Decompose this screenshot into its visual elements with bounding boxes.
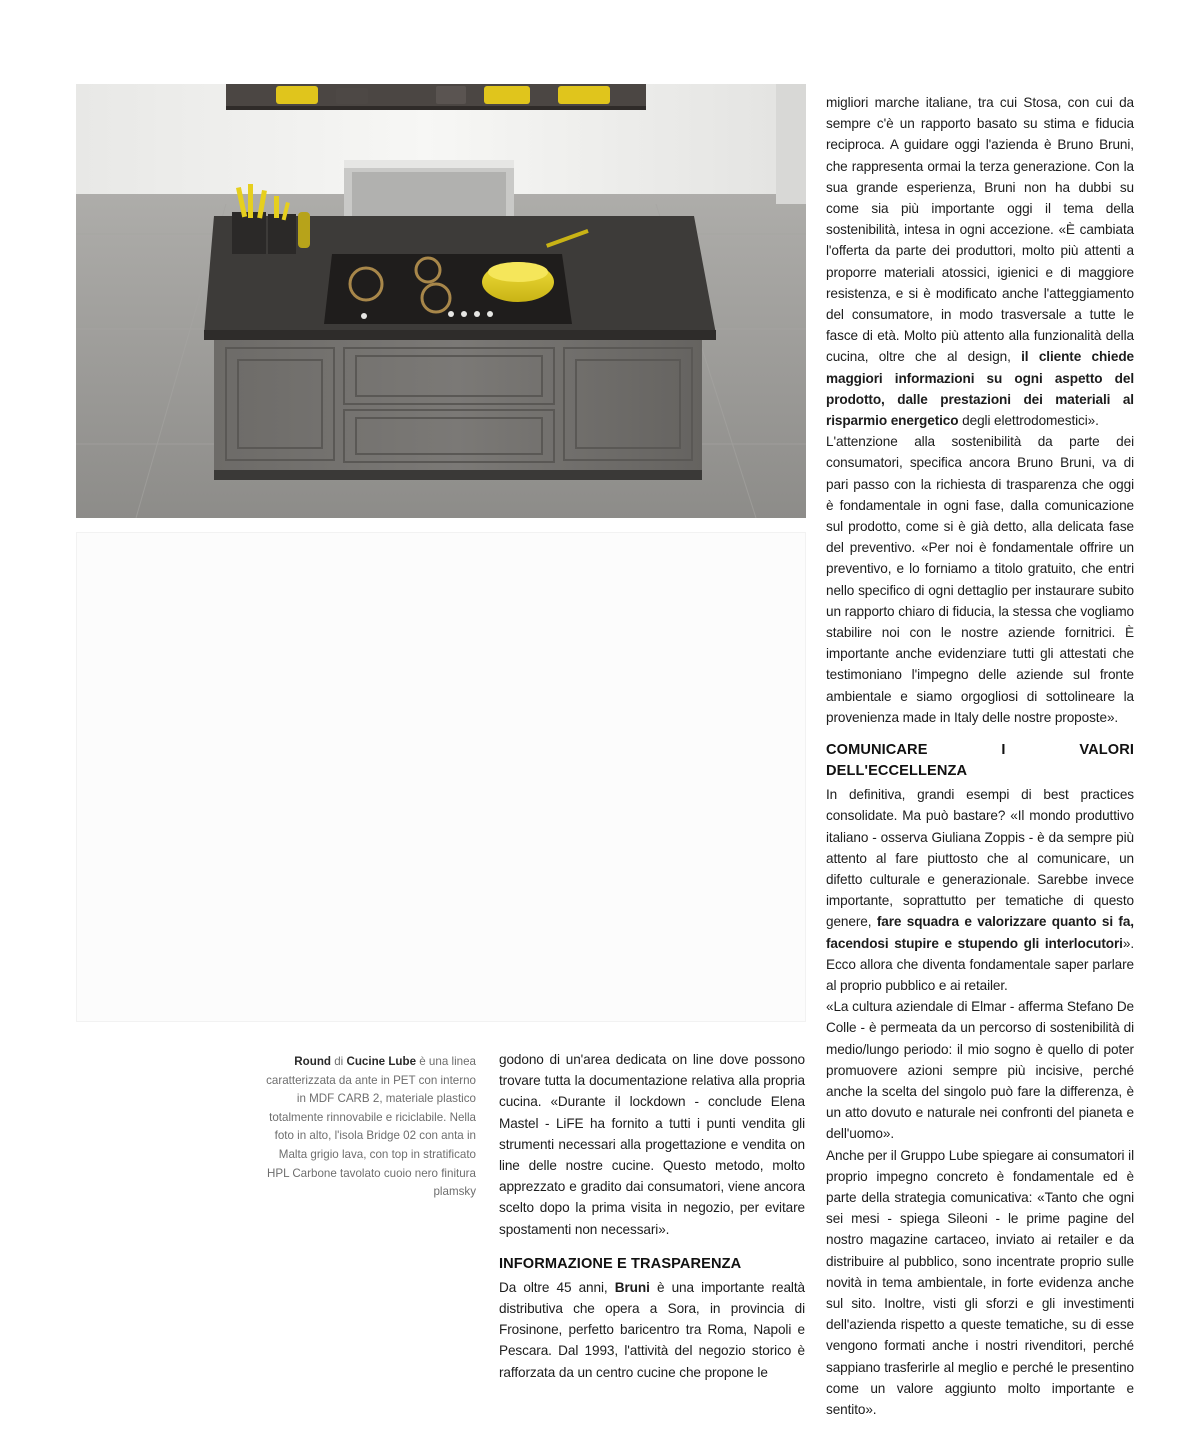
caption-brand: Cucine Lube (346, 1055, 417, 1068)
article-column-right (826, 92, 1134, 1420)
article-column-middle (499, 1049, 805, 1383)
paragraph: L'attenzione alla sostenibilità da parte dei consumatori, specifica ancora Bruno Bruni, va di pari passo con la richiesta di trasparenza che oggi è fondamentale in ogni fase, dalla comunicazione sul prodotto, come si è già detto, alla delicata fase del preventivo. «Per noi è fondamentale offrire un preventivo, e lo forniamo a titolo gratuito, che entri nello specifico di ogni dettaglio per instaurare subito un rapporto chiaro di fiducia, la stessa che vogliamo stabilire noi con le nostre aziende fornitrici. È importante anche evidenziare tutti gli attestati che testimoniano l'impegno delle aziende sul fronte ambientale e siamo orgogliosi di sottolineare la provenienza made in Italy delle nostre proposte». (826, 434, 1134, 725)
caption-product: Round (294, 1055, 331, 1068)
text-run: migliori marche italiane, tra cui Stosa, con cui da sempre c'è un rapporto basato su stima e fiducia reciproca. A guidare oggi l'azienda è Bruno Bruni, che rappresenta ormai la terza generazione. Con la sua grande esperienza, Bruni non ha dubbi su come sia più importante oggi il tema della sostenibilità, intesa in ogni accezione. «È cambiata l'offerta da parte dei produttori, molto più attenti a proporre materiali atossici, igienici e di maggiore resistenza, e si è modificato anche l'atteggiamento del consumatore, in modo trasversale a tutte le fasce di età. Molto più attento alla funzionalità della cucina, oltre che al design, (826, 95, 1134, 365)
text-run: In definitiva, grandi esempi di best practices consolidate. Ma può bastare? «Il mondo produttivo italiano - osserva Giuliana Zoppis - è da sempre più attento al fare piuttosto che al comunicare, un difetto culturale e generazionale. Sarebbe invece importante, soprattutto per tematiche di questo genere, (826, 787, 1134, 930)
text-run: è una importante realtà distributiva che opera a Sora, in provincia di Frosinone, perfetto baricentro tra Roma, Napoli e Pescara. Dal 1993, l'attività del negozio storico è rafforzata da un centro cucine che propone le (499, 1279, 805, 1380)
bold-run: fare squadra e valorizzare quanto si fa, facendosi stupire e stupendo gli interlocutori (826, 914, 1134, 951)
bold-run: Bruni (614, 1279, 650, 1295)
blank-image-area (76, 532, 806, 1022)
paragraph (826, 92, 1134, 431)
photo-caption (266, 1053, 476, 1202)
bold-run: il cliente chiede maggiori informazioni su ogni aspetto del prodotto, dalle prestazioni dei materiali al risparmio energetico (826, 349, 1134, 429)
paragraph (826, 784, 1134, 996)
caption-text-2: è una linea caratterizzata da ante in PET con interno in MDF CARB 2, materiale plastico totalmente rinnovabile e riciclabile. Nella foto in alto, l'isola Bridge 02 con anta in Malta grigio lava, con top in stratificato HPL Carbone tavolato cuoio nero finitura plamsky (266, 1055, 476, 1199)
kitchen-island-photo (76, 84, 806, 518)
text-run: Da oltre 45 anni, (499, 1279, 615, 1295)
text-run: ». Ecco allora che diventa fondamentale saper parlare al proprio pubblico e ai retailer. (826, 935, 1134, 993)
text-run: degli elettrodomestici». (958, 413, 1099, 429)
kitchen-island-illustration (76, 84, 806, 518)
paragraph (499, 1277, 805, 1383)
paragraph: godono di un'area dedicata on line dove possono trovare tutta la documentazione relativa alla propria cucina. «Durante il lockdown - conclude Elena Mastel - LiFE ha fornito a tutti i punti vendita gli strumenti necessari alla progettazione e vendita on line delle nostre cucine. Questo metodo, molto apprezzato e gradito dai consumatori, viene ancora scelto dopo la prima visita in negozio, per evitare spostamenti non necessari». (499, 1052, 805, 1237)
section-heading: INFORMAZIONE E TRASPARENZA (499, 1255, 742, 1272)
caption-text-1: di (331, 1055, 347, 1068)
paragraph: «La cultura aziendale di Elmar - afferma Stefano De Colle - è permeata da un percorso di sostenibilità di medio/lungo periodo: il mio sogno è quello di poter promuovere azioni sempre più incisive, perché anche la scelta del singolo può fare la differenza, è un atto dovuto e naturale nei confronti del pianeta e dell'uomo». (826, 999, 1134, 1142)
paragraph: Anche per il Gruppo Lube spiegare ai consumatori il proprio impegno concreto è fondamentale ed è parte della strategia comunicativa: «Tanto che ogni sei mesi - spiega Sileoni - le prime pagine del nostro magazine cartaceo, inviato ai retailer e da distribuire al pubblico, sono incentrate proprio sulle novità in tema ambientale, in forte evidenza anche sul sito. Inoltre, visti gli sforzi e gli investimenti dell'azienda rispetto a queste tematiche, su di esse vengono formati anche i nostri rivenditori, perché sappiano trasferirle al meglio e perché le presentino come un valore aggiunto molto importante e sentito». (826, 1147, 1134, 1417)
section-heading: COMUNICARE I VALORI DELL'ECCELLENZA (826, 742, 1134, 780)
